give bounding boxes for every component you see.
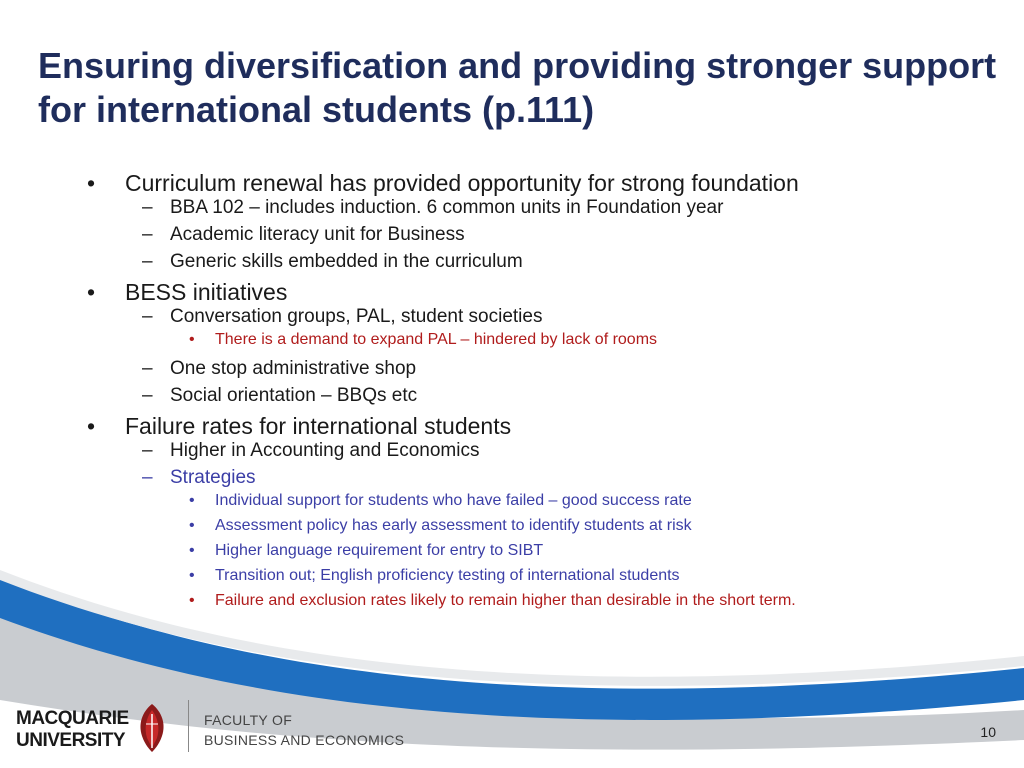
faculty-line1: FACULTY OF bbox=[204, 712, 293, 728]
bullet-level2 bbox=[142, 358, 417, 380]
bullet-text: Academic literacy unit for Business bbox=[170, 224, 465, 245]
bullet-text: BESS initiatives bbox=[125, 279, 288, 305]
bullet-level1 bbox=[87, 170, 799, 197]
university-lighthouse-logo-icon bbox=[132, 702, 172, 754]
faculty-line2: BUSINESS AND ECONOMICS bbox=[204, 732, 405, 748]
bullet-dot-icon: • bbox=[189, 492, 195, 509]
bullet-dash-icon: – bbox=[142, 306, 153, 327]
bullet-text: Higher language requirement for entry to SIBT bbox=[215, 542, 544, 559]
bullet-level3 bbox=[189, 331, 658, 349]
bullet-dash-icon: – bbox=[142, 385, 153, 406]
slide-title: Ensuring diversification and providing stronger support for international students (p.111) bbox=[38, 45, 997, 130]
bullet-level2 bbox=[142, 440, 480, 462]
bullet-text: Transition out; English proficiency testing of international students bbox=[215, 567, 680, 584]
bullet-dot-icon: • bbox=[87, 170, 96, 196]
bullet-dash-icon: – bbox=[142, 467, 153, 488]
bullet-level3 bbox=[189, 542, 544, 560]
bullet-dot-icon: • bbox=[87, 279, 96, 305]
bullet-text: Strategies bbox=[170, 467, 256, 488]
page-number: 10 bbox=[980, 724, 996, 740]
bullet-text: BBA 102 – includes induction. 6 common units in Foundation year bbox=[170, 197, 724, 218]
bullet-dot-icon: • bbox=[189, 592, 195, 609]
bullet-dot-icon: • bbox=[189, 542, 195, 559]
bullet-dash-icon: – bbox=[142, 358, 153, 379]
bullet-text: Conversation groups, PAL, student societies bbox=[170, 306, 543, 327]
bullet-text: Higher in Accounting and Economics bbox=[170, 440, 480, 461]
university-name-line1: MACQUARIE bbox=[16, 708, 129, 729]
bullet-text: Individual support for students who have failed – good success rate bbox=[215, 492, 692, 509]
bullet-text: Generic skills embedded in the curriculum bbox=[170, 251, 523, 272]
bullet-text: One stop administrative shop bbox=[170, 358, 417, 379]
bullet-text: Failure and exclusion rates likely to remain higher than desirable in the short term. bbox=[215, 592, 796, 609]
bullet-level1 bbox=[87, 279, 288, 306]
bullet-dot-icon: • bbox=[189, 331, 195, 348]
bullet-text: Failure rates for international students bbox=[125, 413, 512, 439]
bullet-text: Assessment policy has early assessment to identify students at risk bbox=[215, 517, 692, 534]
university-name-line2: UNIVERSITY bbox=[16, 730, 126, 751]
bullet-text: There is a demand to expand PAL – hindered by lack of rooms bbox=[215, 331, 658, 348]
bullet-dash-icon: – bbox=[142, 197, 153, 218]
bullet-dash-icon: – bbox=[142, 440, 153, 461]
bullet-dot-icon: • bbox=[189, 517, 195, 534]
bullet-level2 bbox=[142, 197, 724, 219]
bullet-level3 bbox=[189, 492, 692, 510]
bullet-level2 bbox=[142, 385, 418, 407]
bullet-text: Curriculum renewal has provided opportunity for strong foundation bbox=[125, 170, 799, 196]
bullet-dot-icon: • bbox=[189, 567, 195, 584]
bullet-text: Social orientation – BBQs etc bbox=[170, 385, 418, 406]
bullet-dot-icon: • bbox=[87, 413, 96, 439]
bullet-level3 bbox=[189, 517, 692, 535]
footer-divider bbox=[188, 700, 189, 752]
bullet-level2 bbox=[142, 467, 256, 489]
bullet-level2 bbox=[142, 224, 465, 246]
bullet-level2 bbox=[142, 251, 523, 273]
bullet-dash-icon: – bbox=[142, 251, 153, 272]
bullet-dash-icon: – bbox=[142, 224, 153, 245]
bullet-level1 bbox=[87, 413, 512, 440]
bullet-level2 bbox=[142, 306, 543, 328]
